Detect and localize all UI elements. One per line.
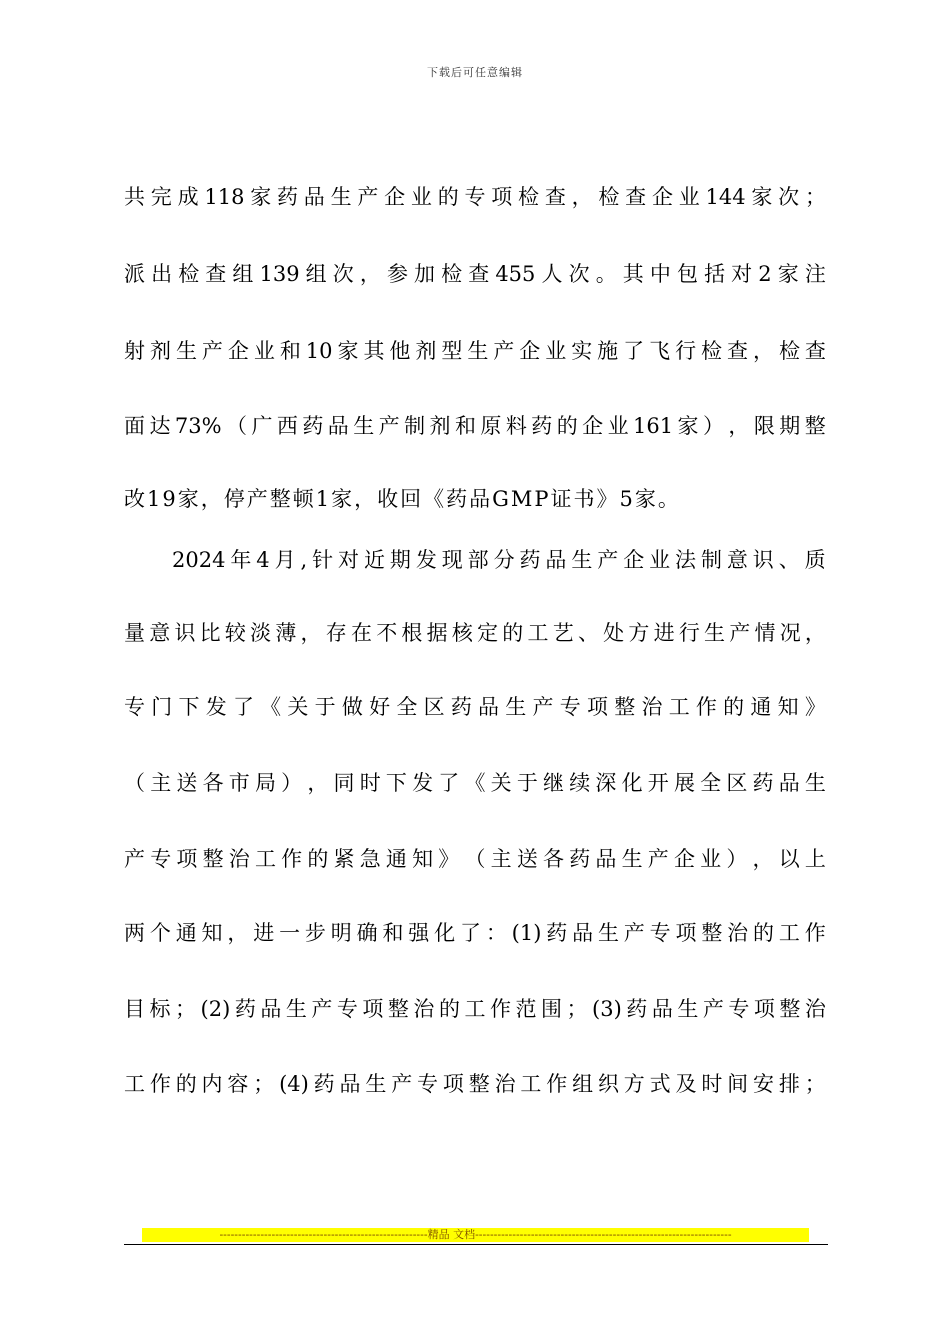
text-line: 改19家，停产整顿1家，收回《药品GMP证书》5家。	[124, 487, 681, 511]
footer-divider	[124, 1244, 828, 1245]
text-line: 派 出 检 查 组 139 组 次 ， 参 加 检 查 455 人 次 。 其 中 包 括 对 2 家 注	[124, 262, 826, 286]
text-line: 目 标 ； (2) 药 品 生 产 专 项 整 治 的 工 作 范 围 ； (3) 药 品 生 产 专 项 整 治	[124, 997, 826, 1021]
text-line: 量 意 识 比 较 淡 薄 ， 存 在 不 根 据 核 定 的 工 艺 、 处 方 进 行 生 产 情 况 ，	[124, 621, 826, 645]
text-line: 共 完 成 118 家 药 品 生 产 企 业 的 专 项 检 查 ， 检 查 企 业 144 家 次 ；	[124, 185, 826, 209]
text-line: 产 专 项 整 治 工 作 的 紧 急 通 知 》 （ 主 送 各 药 品 生 产 企 业 ） ， 以 上	[124, 847, 826, 871]
text-line: 射 剂 生 产 企 业 和 10 家 其 他 剂 型 生 产 企 业 实 施 了 飞 行 检 查 ， 检 查	[124, 339, 826, 363]
page-header: 下载后可任意编辑	[427, 66, 523, 79]
text-line: 2024 年 4 月 , 针 对 近 期 发 现 部 分 药 品 生 产 企 业 法 制 意 识 、 质	[172, 548, 826, 572]
footer-banner: --------------------------------------------------------精品 文档---------------------------------------------------------------------	[142, 1228, 809, 1242]
text-line: （ 主 送 各 市 局 ） ， 同 时 下 发 了 《 关 于 继 续 深 化 开 展 全 区 药 品 生	[124, 771, 826, 795]
text-line: 工 作 的 内 容 ； (4) 药 品 生 产 专 项 整 治 工 作 组 织 方 式 及 时 间 安 排 ；	[124, 1072, 826, 1096]
text-line: 两 个 通 知 ， 进 一 步 明 确 和 强 化 了 ： (1) 药 品 生 产 专 项 整 治 的 工 作	[124, 921, 826, 945]
text-line: 面 达 73% （ 广 西 药 品 生 产 制 剂 和 原 料 药 的 企 业 161 家 ） ， 限 期 整	[124, 414, 826, 438]
text-line: 专 门 下 发 了 《 关 于 做 好 全 区 药 品 生 产 专 项 整 治 工 作 的 通 知 》	[124, 695, 826, 719]
